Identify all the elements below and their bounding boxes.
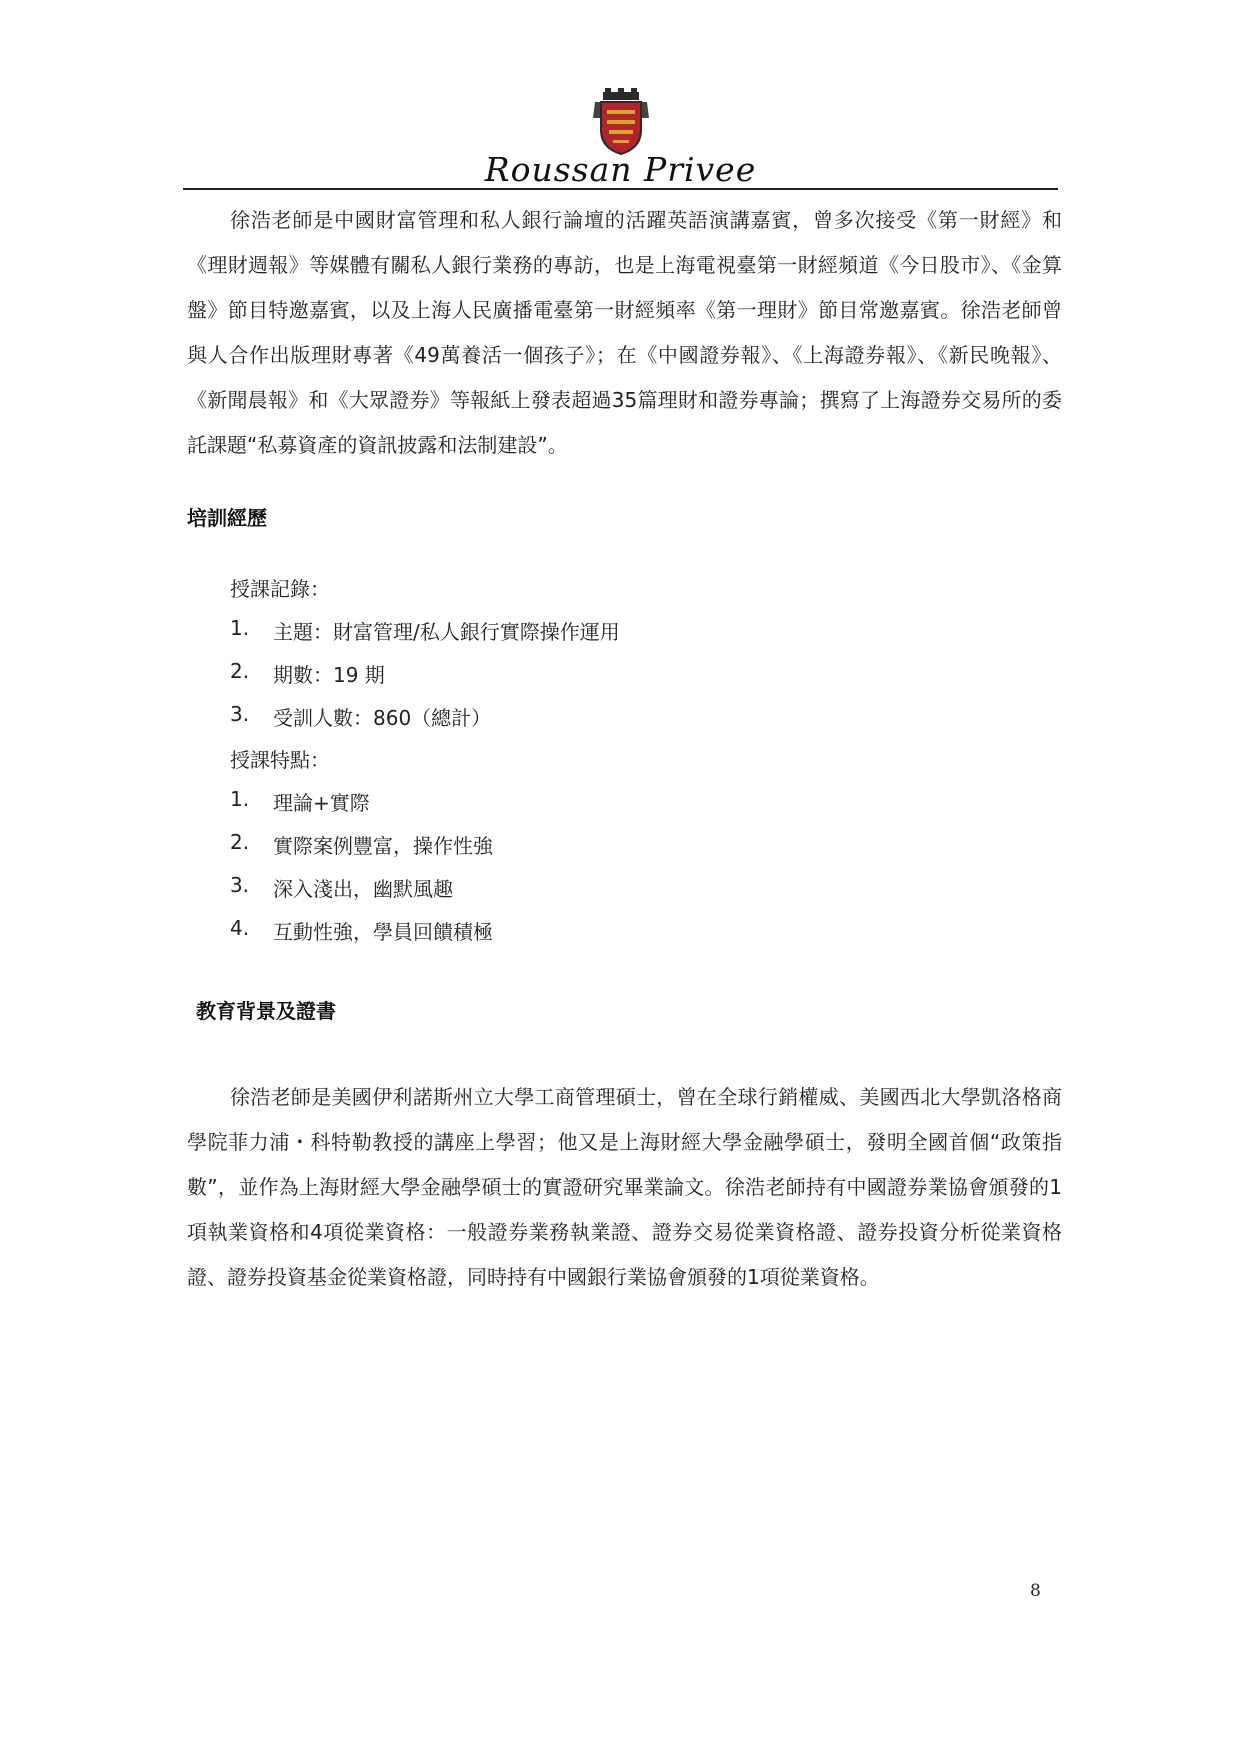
list-number: 2. [230,830,250,854]
list-text: 深入淺出，幽默風趣 [273,877,453,901]
crest-icon [591,88,651,156]
education-paragraph: 徐浩老師是美國伊利諾斯州立大學工商管理碩士，曾在全球行銷權威、美國西北大學凱洛格商學院菲力浦・科特勒教授的講座上學習；他又是上海財經大學金融學碩士，發明全國首個“政策指數”，並作為上海財經大學金融學碩士的實證研究畢業論文。徐浩老師持有中國證券業協會頒發的1項執業資格和4項從業資格：一般證券業務執業證、證券交易從業資格證、證券投資分析從業資格證、證券投資基金從業資格證，同時持有中國銀行業協會頒發的1項從業資格。 [187,1085,1062,1289]
feature-list [230,787,493,959]
list-item [230,916,493,959]
feature-label: 授課特點： [230,748,330,772]
list-item [230,873,493,916]
list-number: 2. [230,659,250,683]
list-text: 理論+實際 [273,791,370,815]
list-number: 1. [230,787,250,811]
record-list [230,616,620,745]
list-number: 4. [230,916,250,940]
training-heading: 培訓經歷 [187,506,267,530]
list-number: 3. [230,873,250,897]
list-item [230,702,620,745]
list-text: 互動性強，學員回饋積極 [273,920,493,944]
list-item [230,616,620,659]
list-text: 主題：財富管理/私人銀行實際操作運用 [273,620,620,644]
list-text: 實際案例豐富，操作性強 [273,834,493,858]
page-number: 8 [1030,1581,1041,1601]
list-item [230,659,620,702]
list-text: 受訓人數：860（總計） [273,706,492,730]
header-rule [183,188,1058,190]
list-item [230,830,493,873]
brand-name: Roussan Privee [484,150,757,189]
intro-paragraph: 徐浩老師是中國財富管理和私人銀行論壇的活躍英語演講嘉賓，曾多次接受《第一財經》和《理財週報》等媒體有關私人銀行業務的專訪，也是上海電視臺第一財經頻道《今日股市》、《金算盤》節目特邀嘉賓，以及上海人民廣播電臺第一財經頻率《第一理財》節目常邀嘉賓。徐浩老師曾與人合作出版理財專著《49萬養活一個孩子》；在《中國證券報》、《上海證券報》、《新民晚報》、《新聞晨報》和《大眾證券》等報紙上發表超過35篇理財和證券專論；撰寫了上海證券交易所的委託課題“私募資產的資訊披露和法制建設”。 [187,208,1062,457]
list-number: 1. [230,616,250,640]
list-number: 3. [230,702,250,726]
education-heading: 教育背景及證書 [196,999,336,1023]
record-label: 授課記錄： [230,577,330,601]
list-item [230,787,493,830]
list-text: 期數：19 期 [273,663,385,687]
